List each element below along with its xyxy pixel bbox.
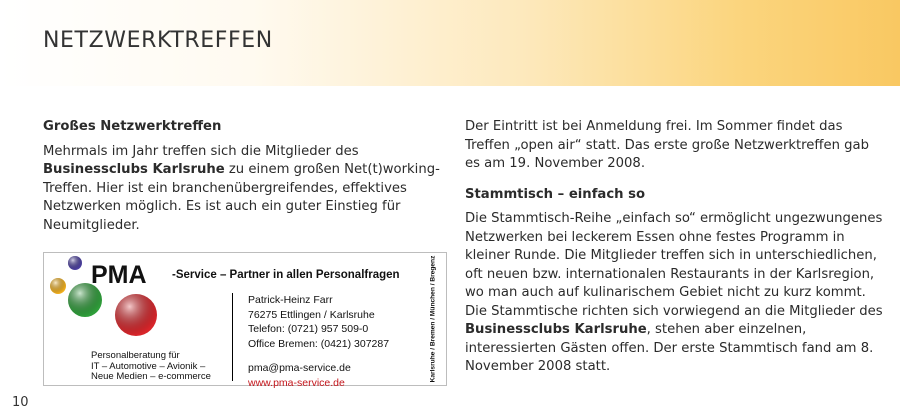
description-line: Neue Medien – e-commerce — [91, 371, 211, 382]
paragraph-text: Die Stammtisch-Reihe „einfach so“ ermöglicht ungezwungenes Netzwerken bei leckerem Essen ohne festes Programm in kleiner Runde. Die Mitglieder treffen sich in unterschiedlichen, oft neuen bzw. internationalen Restaurants in der Karlsregion, wo man auch auf kulinarischem Gebiet nicht zu kurz kommt. Die Stammtische richten sich vorwiegend an die Mitglieder des — [465, 211, 883, 319]
description-line: IT – Automotive – Avionik – — [91, 360, 206, 372]
section-heading: Großes Netzwerktreffen — [43, 119, 222, 134]
pma-advertisement — [43, 252, 447, 389]
contact-website-link[interactable]: www.pma-service.de — [248, 376, 345, 389]
paragraph-text: zu einem großen Net(t)working-Treffen. Hier ist ein branchenübergreifendes, effektives Netzwerken möglich. Es ist auch ein guter Einstieg für Neumitglieder. — [43, 162, 440, 233]
pma-description — [91, 351, 211, 383]
contact-phone: Telefon: (0721) 957 509-0 — [248, 323, 369, 336]
section-paragraph: Der Eintritt ist bei Anmeldung frei. Im Sommer findet das Treffen „open air“ statt. Das erste große Netzwerktreffen gab es am 19. November 2008. — [465, 119, 869, 171]
page-title: NETZWERKTREFFEN — [43, 28, 273, 53]
paragraph-bold-text: Businessclubs Karlsruhe — [465, 322, 647, 337]
section-paragraph — [43, 143, 443, 236]
contact-name: Patrick-Heinz Farr — [248, 294, 333, 306]
contact-address: 76275 Ettlingen / Karlsruhe — [248, 308, 375, 321]
description-line: Personalberatung für — [91, 350, 180, 361]
contact-office-phone: Office Bremen: (0421) 307287 — [248, 338, 390, 351]
left-column — [43, 118, 443, 235]
pma-contact-block — [232, 293, 436, 389]
section-heading: Stammtisch – einfach so — [465, 186, 646, 202]
paragraph-text: Mehrmals im Jahr treffen sich die Mitglieder des — [43, 143, 359, 159]
cities-text: Karlsruhe / Bremen / München / Bregenz — [429, 255, 437, 383]
paragraph-text: , stehen aber einzelnen, interessierten Gästen offen. Der erste Stammtisch fand am 8. November 2008 statt. — [465, 322, 874, 374]
contact-email-link[interactable]: pma@pma-service.de — [248, 361, 351, 374]
paragraph-bold-text: Businessclubs Karlsruhe — [43, 162, 225, 177]
right-column — [465, 118, 885, 377]
page-number: 10 — [12, 395, 29, 410]
pma-tagline: -Service – Partner in allen Personalfragen — [172, 269, 400, 281]
pma-brand: PMA — [91, 261, 147, 289]
section-paragraph — [465, 210, 885, 377]
